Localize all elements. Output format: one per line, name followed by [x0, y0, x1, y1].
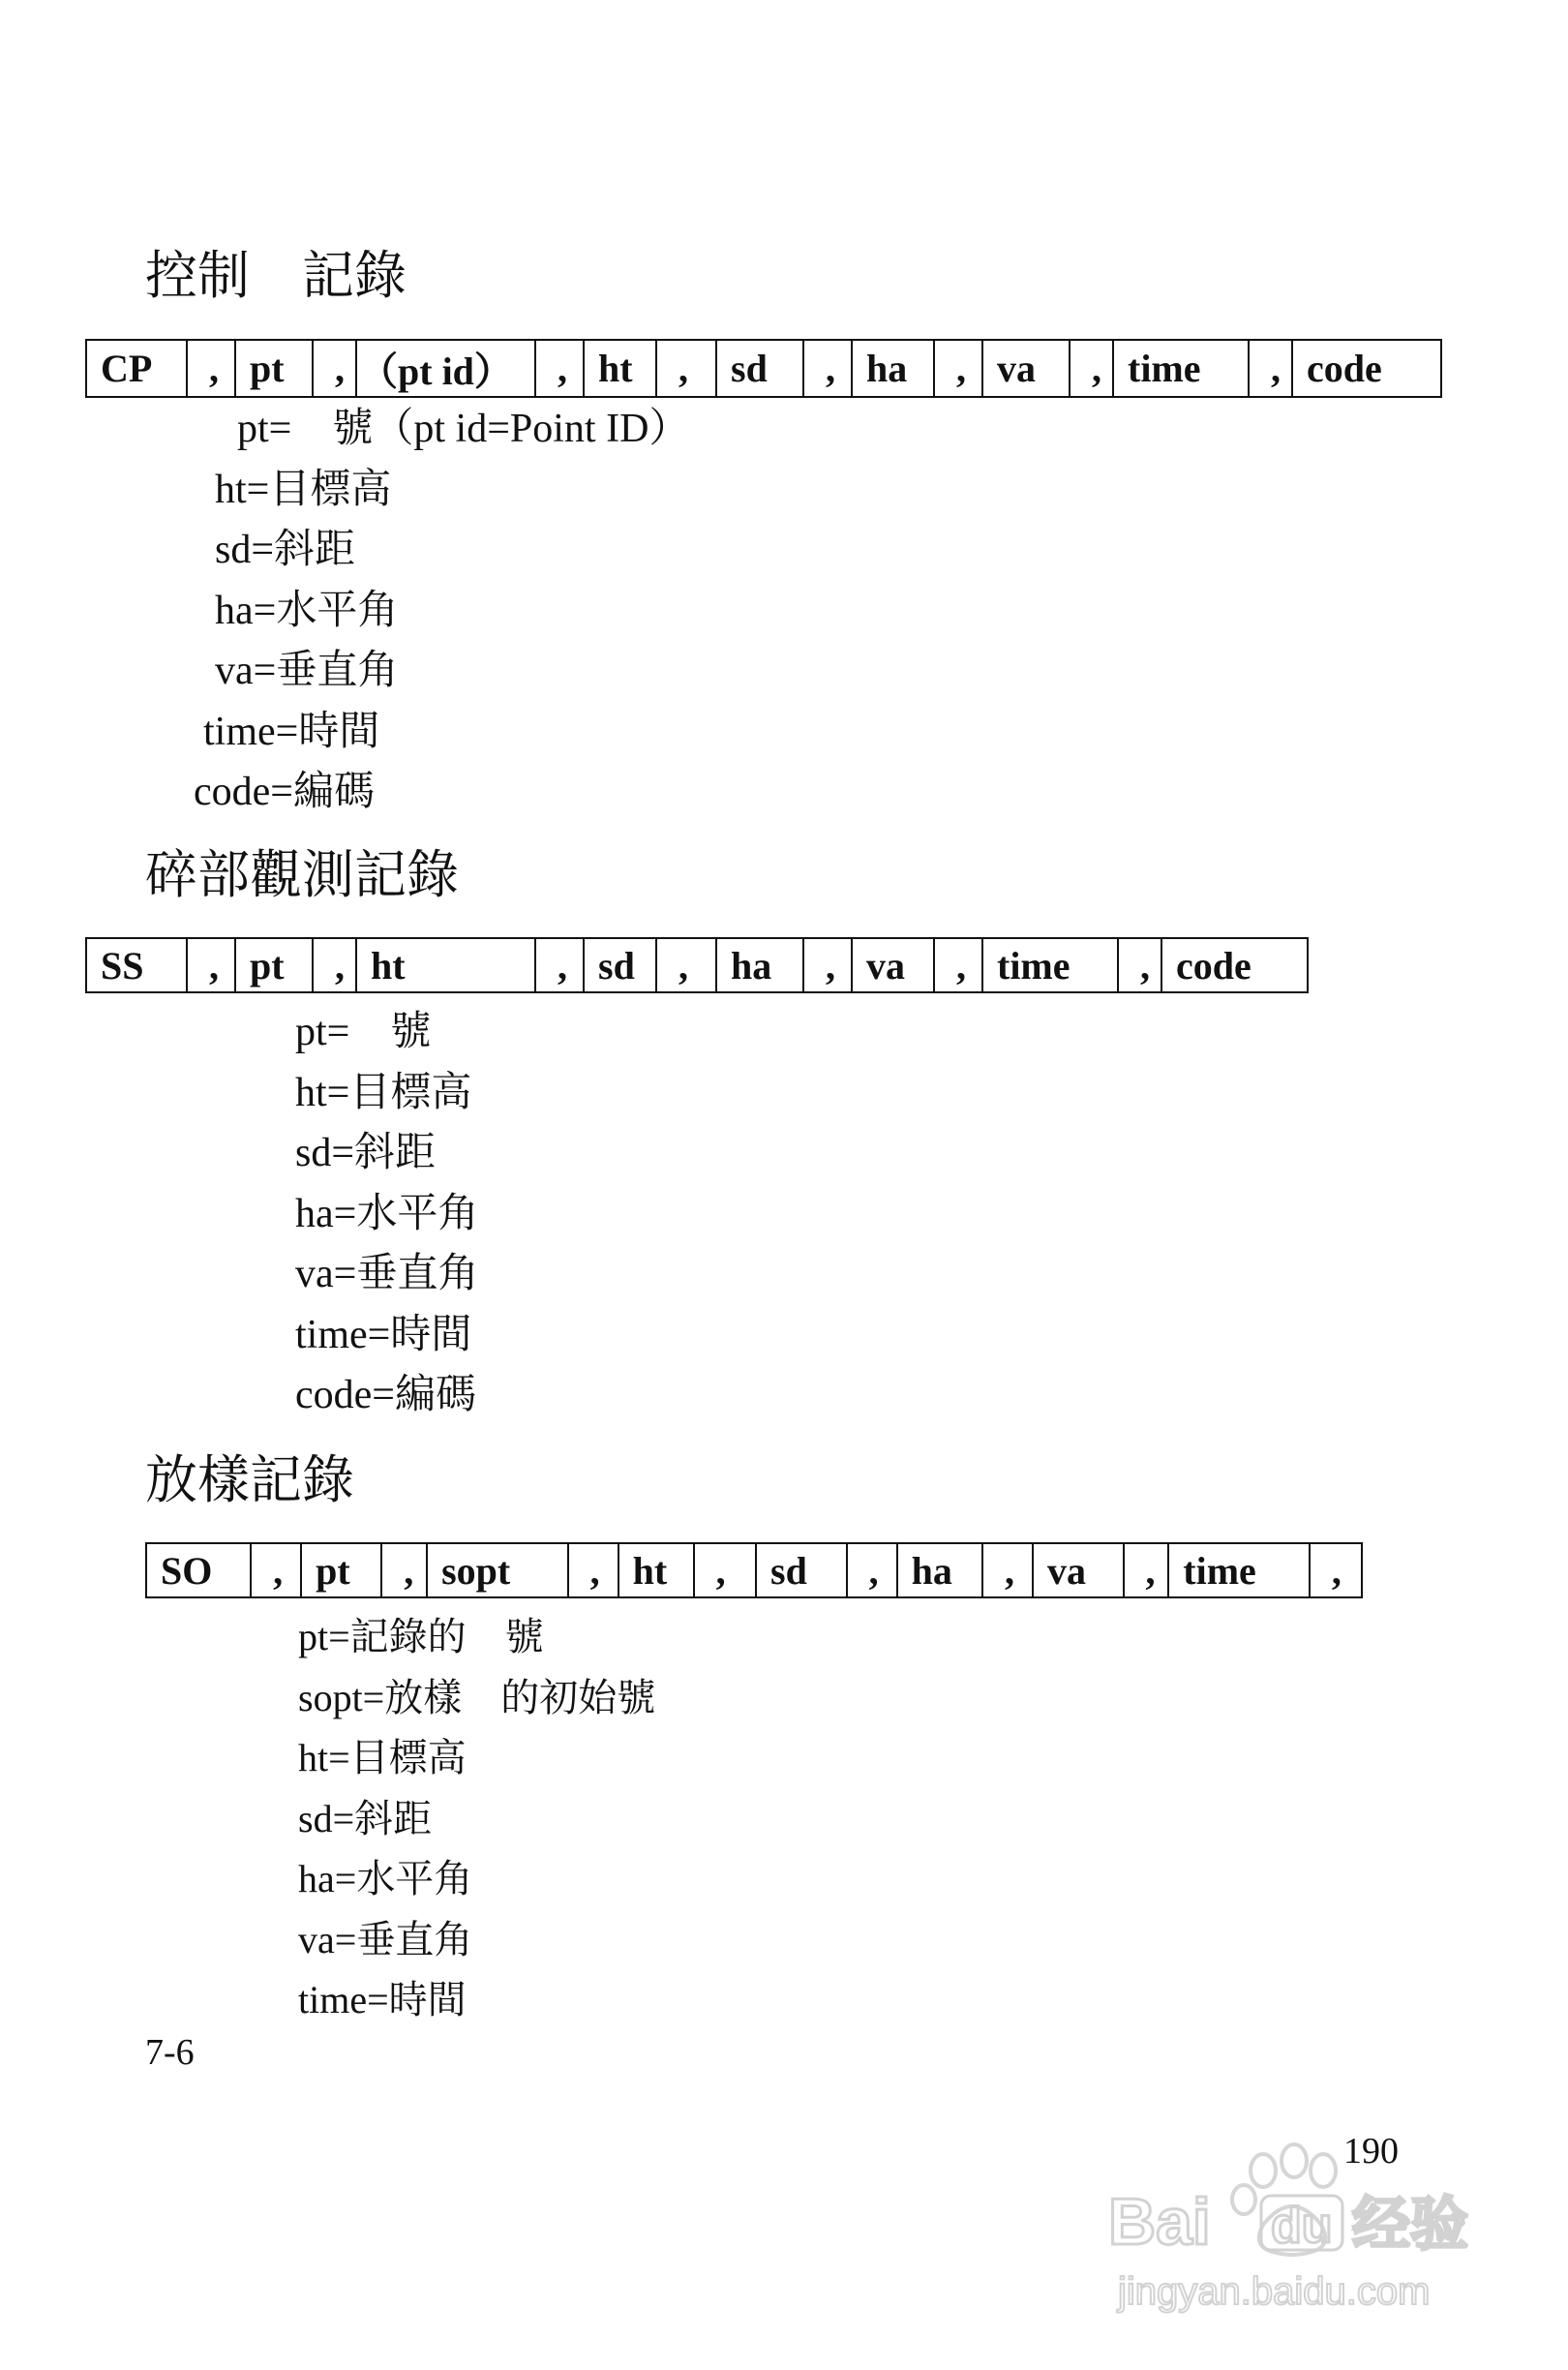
desc-va: va=垂直角	[298, 1917, 473, 1961]
field-descriptions-control	[194, 399, 689, 823]
desc-time: time=時間	[203, 709, 380, 754]
field-pt: pt	[301, 1543, 381, 1597]
field-ha: ha	[716, 938, 803, 992]
field-time: time	[982, 938, 1118, 992]
field-separator: ,	[381, 1543, 427, 1597]
field-separator: ,	[847, 1543, 897, 1597]
desc-sopt: sopt=放樣 的初始號	[298, 1675, 656, 1719]
desc-pt: pt=記錄的 號	[298, 1615, 544, 1658]
field-ht: ht	[356, 938, 535, 992]
field-pt: pt	[235, 340, 313, 397]
field-separator: ,	[1249, 340, 1292, 397]
field-record-type: SO	[146, 1543, 251, 1597]
field-separator: ,	[251, 1543, 301, 1597]
record-format-detail-survey	[85, 937, 1309, 993]
field-separator: ,	[803, 938, 852, 992]
svg-text:经验: 经验	[1352, 2191, 1468, 2259]
field-separator: ,	[535, 340, 584, 397]
baidu-jingyan-watermark-logo	[1108, 2111, 1476, 2333]
field-separator: ,	[934, 938, 982, 992]
desc-sd: sd=斜距	[298, 1796, 433, 1840]
field-sd: sd	[716, 340, 803, 397]
desc-time: time=時間	[298, 1978, 467, 2021]
desc-sd: sd=斜距	[215, 528, 356, 572]
section-code: 7-6	[145, 2032, 195, 2073]
desc-va: va=垂直角	[295, 1252, 479, 1296]
desc-ht: ht=目標高	[295, 1070, 472, 1115]
desc-ha: ha=水平角	[295, 1191, 479, 1236]
field-separator: ,	[803, 340, 852, 397]
field-sopt: sopt	[427, 1543, 568, 1597]
field-separator: ,	[187, 340, 235, 397]
record-format-stakeout	[145, 1542, 1363, 1598]
field-va: va	[852, 938, 934, 992]
field-separator: ,	[1124, 1543, 1169, 1597]
field-separator: ,	[313, 340, 356, 397]
field-pt: pt	[235, 938, 313, 992]
field-code: code	[1292, 340, 1441, 397]
field-sd: sd	[756, 1543, 847, 1597]
field-pt-id: （pt id）	[356, 340, 535, 397]
desc-ha: ha=水平角	[215, 588, 399, 633]
record-format-control	[85, 339, 1442, 398]
field-separator: ,	[694, 1543, 756, 1597]
section-heading-control: 控制 記錄	[145, 247, 407, 305]
svg-text:jingyan.baidu.com: jingyan.baidu.com	[1118, 2270, 1431, 2313]
field-record-type: SS	[86, 938, 187, 992]
field-separator: ,	[656, 340, 716, 397]
field-ht: ht	[618, 1543, 694, 1597]
field-separator: ,	[934, 340, 982, 397]
desc-va: va=垂直角	[215, 649, 399, 693]
field-separator: ,	[313, 938, 356, 992]
field-separator: ,	[187, 938, 235, 992]
field-separator: ,	[982, 1543, 1033, 1597]
desc-code: code=編碼	[295, 1373, 476, 1417]
field-record-type: CP	[86, 340, 187, 397]
section-heading-stakeout: 放樣記錄	[145, 1451, 354, 1509]
field-separator: ,	[535, 938, 584, 992]
svg-text:Bai: Bai	[1108, 2185, 1211, 2259]
field-separator: ,	[656, 938, 716, 992]
field-code: code	[1161, 938, 1308, 992]
desc-pt: pt= 號	[295, 1010, 432, 1054]
svg-text:du: du	[1271, 2198, 1333, 2254]
desc-ht: ht=目標高	[215, 467, 392, 512]
field-separator: ,	[1118, 938, 1161, 992]
page-number: 190	[1343, 2131, 1399, 2172]
desc-ha: ha=水平角	[298, 1857, 473, 1900]
field-descriptions-stakeout	[298, 1607, 655, 2031]
field-va: va	[982, 340, 1070, 397]
desc-time: time=時間	[295, 1312, 472, 1357]
field-time: time	[1113, 340, 1249, 397]
field-separator: ,	[1070, 340, 1113, 397]
desc-code: code=編碼	[194, 770, 375, 814]
section-heading-detail-survey: 碎部觀測記錄	[145, 846, 459, 904]
field-separator: ,	[1310, 1543, 1362, 1597]
field-ha: ha	[852, 340, 934, 397]
field-time: time	[1168, 1543, 1310, 1597]
field-va: va	[1033, 1543, 1124, 1597]
desc-pt: pt= 號（pt id=Point ID）	[237, 407, 690, 451]
field-ha: ha	[897, 1543, 982, 1597]
field-descriptions-detail-survey	[295, 1002, 478, 1426]
desc-ht: ht=目標高	[298, 1736, 467, 1779]
desc-sd: sd=斜距	[295, 1131, 437, 1175]
field-ht: ht	[584, 340, 656, 397]
field-separator: ,	[568, 1543, 618, 1597]
field-sd: sd	[584, 938, 656, 992]
